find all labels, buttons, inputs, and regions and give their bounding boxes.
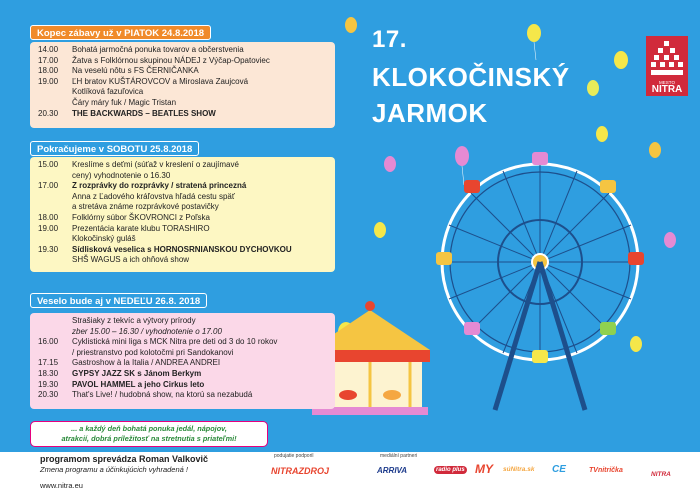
program-row bbox=[38, 327, 329, 338]
sponsor-arriva: ARRIVA bbox=[377, 466, 408, 475]
program-row bbox=[38, 202, 329, 213]
program-time: 16.00 bbox=[38, 337, 59, 347]
program-time: 19.30 bbox=[38, 379, 59, 389]
program-row bbox=[38, 77, 329, 88]
balloon bbox=[374, 222, 386, 238]
program-row bbox=[38, 234, 329, 245]
program-event: Kreslíme s deťmi (súťaž v kreslení o zaujímavé bbox=[72, 160, 239, 169]
program-time bbox=[38, 316, 72, 327]
program-event: ĽH bratov KUŠTÁROVCOV a Miroslava Zaujcová bbox=[72, 76, 249, 86]
sponsor-nitra: NITRA bbox=[651, 471, 671, 478]
gondola bbox=[464, 322, 480, 335]
sponsor-radio-plus: radio plus bbox=[436, 467, 465, 473]
balloon bbox=[455, 146, 469, 166]
program-row bbox=[38, 98, 329, 109]
program-event: ceny) vyhodnotenie o 16.30 bbox=[72, 170, 171, 180]
program-event: Na veselú nôtu s FS ČERNIČANKA bbox=[72, 66, 199, 76]
program-event: That's Live! / hudobná show, na ktorú sa nezabudá bbox=[72, 390, 253, 400]
program-row bbox=[38, 213, 329, 224]
program-row bbox=[38, 255, 329, 266]
title-line-1: KLOKOČINSKÝ bbox=[372, 62, 570, 92]
program-row bbox=[38, 87, 329, 98]
program-time: 14.00 bbox=[38, 45, 59, 54]
program-event: Kotlíková fazuľovica bbox=[72, 87, 144, 97]
program-row bbox=[38, 245, 329, 256]
program-row bbox=[38, 369, 329, 380]
program-event: Anna z Ľadového kráľovstva hľadá cestu späť bbox=[72, 191, 235, 201]
horse bbox=[383, 390, 401, 400]
balloon bbox=[630, 336, 642, 352]
program-time bbox=[38, 192, 72, 203]
program-event: Folklórny súbor ŠKOVRONCI z Poľska bbox=[72, 212, 210, 222]
program-time bbox=[38, 255, 72, 266]
program-event: zber 15.00 – 16.30 / vyhodnotenie o 17.00 bbox=[72, 326, 222, 336]
gondola bbox=[464, 180, 480, 193]
sponsor-tv-nitricka: TVnitrička bbox=[589, 467, 623, 474]
program-time bbox=[38, 98, 72, 109]
program-time bbox=[38, 87, 72, 98]
website-link[interactable]: www.nitra.eu bbox=[40, 481, 83, 490]
program-time: 15.00 bbox=[38, 160, 59, 169]
program-row bbox=[38, 181, 329, 192]
sponsor-my: MY bbox=[475, 462, 493, 476]
program-time: 18.30 bbox=[38, 368, 59, 378]
note-line-2: atrakcií, dobrá príležitosť na stretnutia s priateľmi! bbox=[61, 434, 237, 443]
balloon bbox=[527, 24, 541, 42]
program-event: Cyklistická mini liga s MCK Nitra pre deti od 3 do 10 rokov bbox=[72, 337, 278, 347]
program-row bbox=[38, 160, 329, 171]
program-row bbox=[38, 171, 329, 182]
program-event: Z rozprávky do rozprávky / stratená princezná bbox=[72, 181, 247, 191]
gondola bbox=[600, 180, 616, 193]
program-row bbox=[38, 66, 329, 77]
logo-small: MESTO bbox=[659, 80, 675, 85]
balloon bbox=[596, 126, 608, 142]
program-time bbox=[38, 327, 72, 338]
sunday-program bbox=[30, 313, 335, 409]
support-label: podujatie podporil bbox=[274, 453, 314, 459]
program-row bbox=[38, 380, 329, 391]
title-line-2: JARMOK bbox=[372, 98, 488, 128]
program-time: 19.30 bbox=[38, 244, 59, 254]
program-time: 20.30 bbox=[38, 108, 59, 118]
program-time: 19.00 bbox=[38, 76, 59, 86]
gondola bbox=[600, 322, 616, 335]
nitra-logo bbox=[646, 36, 688, 96]
program-event: a stretáva známe rozprávkové postavičky bbox=[72, 202, 219, 212]
logo-dots-icon bbox=[646, 36, 688, 80]
program-event: Čáry máry fuk / Magic Tristan bbox=[72, 97, 177, 107]
program-event: Bohatá jarmočná ponuka tovarov a občerstvenia bbox=[72, 45, 244, 54]
sunday-heading: Veselo bude aj v NEDEĽU 26.8. 2018 bbox=[30, 293, 207, 308]
gondola bbox=[532, 350, 548, 363]
program-time: 19.00 bbox=[38, 223, 59, 233]
changes-note: Zmena programu a účinkujúcich vyhradená ! bbox=[40, 465, 188, 474]
horse bbox=[339, 390, 357, 400]
program-row bbox=[38, 348, 329, 359]
program-event: / priestranstvo pod kolotočmi pri Sandokanovi bbox=[72, 347, 234, 357]
program-row bbox=[38, 192, 329, 203]
program-time: 17.00 bbox=[38, 181, 59, 191]
daily-offer-note bbox=[30, 421, 268, 447]
program-time bbox=[38, 348, 72, 359]
sponsor-ce: CE bbox=[552, 464, 566, 475]
program-event: Strašiaky z tekvíc a výtvory prírody bbox=[72, 316, 196, 325]
program-row bbox=[38, 390, 329, 401]
balloon bbox=[587, 80, 599, 96]
friday-program bbox=[30, 42, 335, 128]
program-time bbox=[38, 202, 72, 213]
title-number: 17. bbox=[372, 26, 407, 53]
organizer-text: programom sprevádza Roman Valkovič bbox=[40, 454, 209, 464]
balloon bbox=[384, 156, 396, 172]
program-event: PAVOL HAMMEL a jeho Cirkus leto bbox=[72, 379, 205, 389]
logo-big: NITRA bbox=[651, 84, 683, 95]
program-time bbox=[38, 234, 72, 245]
program-event: Žatva s Folklórnou skupinou NÁDEJ z Výčap-Opatoviec bbox=[72, 55, 270, 65]
program-row bbox=[38, 109, 329, 120]
saturday-heading: Pokračujeme v SOBOTU 25.8.2018 bbox=[30, 141, 199, 156]
program-event: Sídlisková veselica s HORNOSRNIANSKOU DYCHOVKOU bbox=[72, 244, 292, 254]
program-time bbox=[38, 171, 72, 182]
program-time: 18.00 bbox=[38, 66, 59, 76]
gondola bbox=[436, 252, 452, 265]
program-event: THE BACKWARDS – BEATLES SHOW bbox=[72, 108, 216, 118]
program-row bbox=[38, 224, 329, 235]
program-row bbox=[38, 316, 329, 327]
program-time: 20.30 bbox=[38, 390, 59, 400]
ferris-wheel bbox=[442, 164, 638, 410]
program-time: 17.15 bbox=[38, 358, 59, 368]
program-time: 18.00 bbox=[38, 212, 59, 222]
balloon bbox=[649, 142, 661, 158]
program-row bbox=[38, 56, 329, 67]
gondola bbox=[628, 252, 644, 265]
program-event: Gastroshow à la Italia / ANDREA ANDREI bbox=[72, 358, 221, 368]
friday-heading: Kopec zábavy už v PIATOK 24.8.2018 bbox=[30, 25, 211, 40]
saturday-program bbox=[30, 157, 335, 272]
program-event: Prezentácia karate klubu TORASHIRO bbox=[72, 223, 210, 233]
sponsor-sunitra: súNitra.sk bbox=[503, 466, 535, 473]
program-event: Klokočinský guláš bbox=[72, 234, 136, 244]
note-line-1: ... a každý deň bohatá ponuka jedál, nápojov, bbox=[71, 424, 227, 433]
program-event: SHŠ WAGUS a ich ohňová show bbox=[72, 255, 190, 265]
balloon bbox=[614, 51, 628, 69]
gondola bbox=[532, 152, 548, 165]
program-event: GYPSY JAZZ SK s Jánom Berkym bbox=[72, 368, 202, 378]
program-row bbox=[38, 358, 329, 369]
program-row bbox=[38, 337, 329, 348]
sponsor-nitrazdroj: NITRAZDROJ bbox=[271, 466, 329, 476]
program-row bbox=[38, 45, 329, 56]
media-label: mediální partneri bbox=[380, 453, 418, 459]
balloon bbox=[345, 17, 357, 33]
program-time: 17.00 bbox=[38, 55, 59, 65]
balloon bbox=[664, 232, 676, 248]
